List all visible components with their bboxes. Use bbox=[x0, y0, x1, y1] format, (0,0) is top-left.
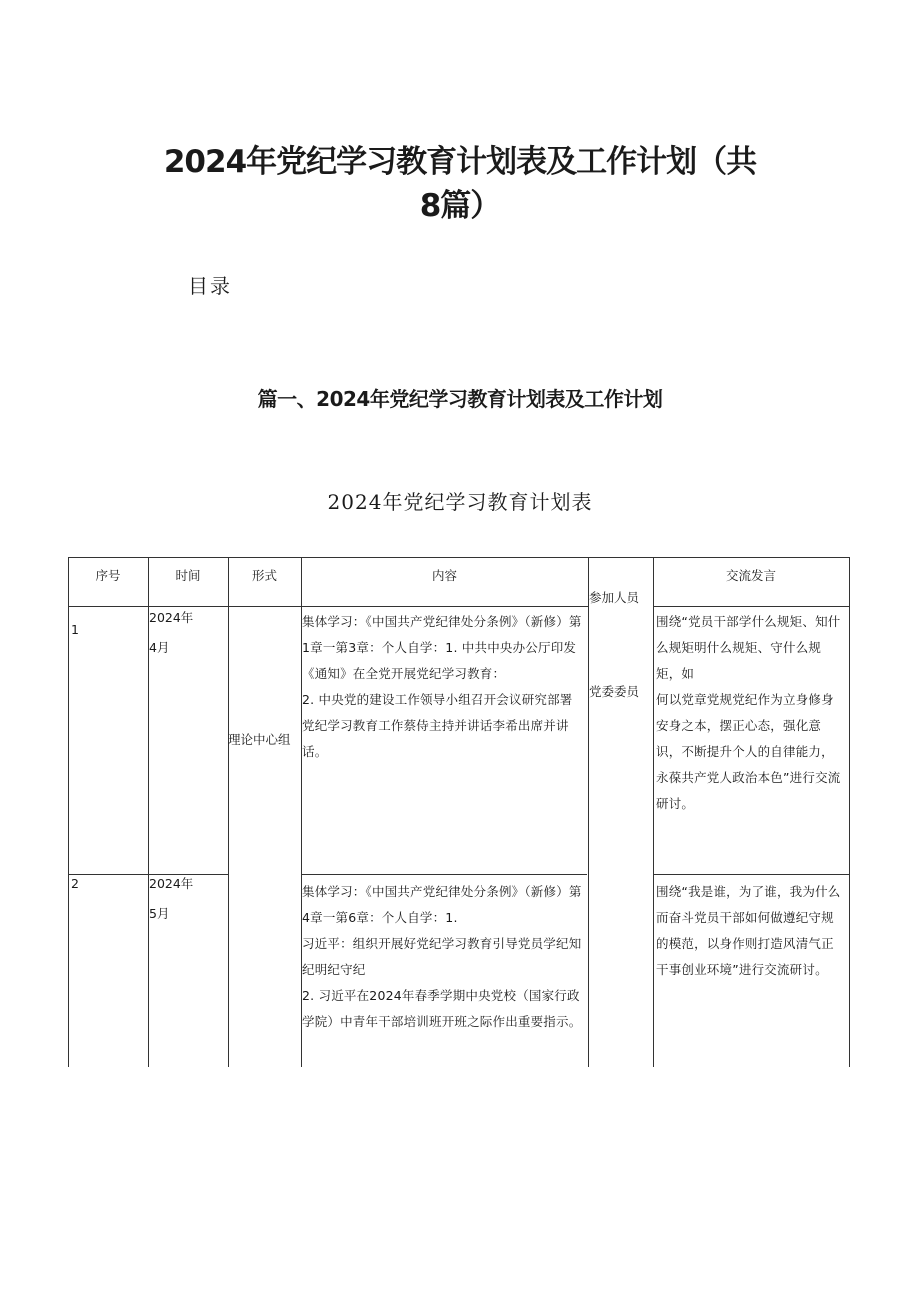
header-time: 时间 bbox=[175, 568, 201, 583]
row-2-time-month: 5月 bbox=[149, 906, 170, 921]
header-exchange: 交流发言 bbox=[725, 568, 776, 583]
header-divider bbox=[68, 606, 588, 607]
header-content: 内容 bbox=[431, 568, 457, 583]
col-border bbox=[588, 557, 589, 1067]
row-divider bbox=[301, 874, 587, 875]
document-title bbox=[110, 140, 810, 228]
plan-table bbox=[68, 557, 850, 1067]
header-divider bbox=[653, 606, 850, 607]
form-cell: 理论中心组 bbox=[228, 732, 291, 747]
table-border-top bbox=[68, 557, 850, 558]
col-border bbox=[228, 557, 229, 1067]
participants-cell: 党委委员 bbox=[589, 684, 640, 699]
row-2-time-year: 2024年 bbox=[149, 876, 194, 891]
col-border bbox=[148, 557, 149, 1067]
col-border bbox=[653, 557, 654, 1067]
toc-label: 目录 bbox=[188, 274, 232, 298]
document-title-line-1: 2024年党纪学习教育计划表及工作计划（共 bbox=[163, 144, 757, 180]
table-title: 2024年党纪学习教育计划表 bbox=[327, 490, 593, 514]
row-1-time-month: 4月 bbox=[149, 640, 170, 655]
col-border bbox=[68, 557, 69, 1067]
header-form: 形式 bbox=[251, 568, 277, 583]
section-heading: 篇一、2024年党纪学习教育计划表及工作计划 bbox=[257, 387, 663, 411]
col-border bbox=[849, 557, 850, 1067]
row-1-exchange: 围绕“党员干部学什么规矩、知什么规矩明什么规矩、守什么规矩，如 何以党章党规党纪作为立身修身安身之本，摆正心态，强化意识，不断提升个人的自律能力，永葆共产党人政治本色”进行交流研讨。 bbox=[656, 614, 841, 811]
row-2-content: 集体学习：《中国共产党纪律处分条例》（新修）第4章一第6章：个人自学：1. 习近平：组织开展好党纪学习教育引导党员学纪知纪明纪守纪 2. 习近平在2024年春季学期中央党校（国家行政学院）中青年干部培训班开班之际作出重要指示。 bbox=[302, 884, 582, 1029]
row-1-content: 集体学习：《中国共产党纪律处分条例》（新修）第1章一第3章：个人自学：1. 中共中央办公厅印发《通知》在全党开展党纪学习教育： 2. 中央党的建设工作领导小组召开会议研究部署党纪学习教育工作蔡侍主持并讲话李希出席并讲话。 bbox=[302, 614, 582, 759]
row-2-exchange: 围绕“我是谁，为了谁，我为什么而奋斗党员干部如何做遵纪守规的模范，以身作则打造风清气正干事创业环境”进行交流研讨。 bbox=[656, 884, 841, 977]
row-1-seq: 1 bbox=[71, 622, 79, 637]
row-1-time-year: 2024年 bbox=[149, 610, 194, 625]
row-divider bbox=[654, 874, 850, 875]
row-2-seq: 2 bbox=[71, 876, 79, 891]
header-seq: 序号 bbox=[95, 568, 121, 583]
header-participants: 参加人员 bbox=[589, 590, 640, 605]
document-title-line-2: 8篇） bbox=[419, 188, 501, 224]
